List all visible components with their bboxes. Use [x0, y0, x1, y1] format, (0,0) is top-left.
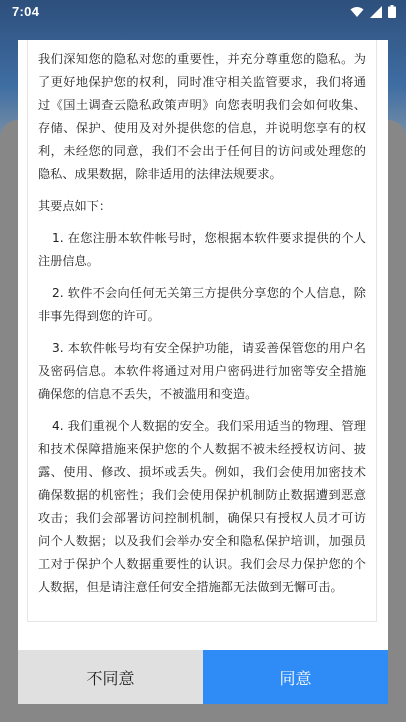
- point-item: 3. 本软件帐号均有安全保护功能，请妥善保管您的用户名及密码信息。本软件将通过对用户密码进行加密等安全措施确保您的信息不丢失，不被滥用和变造。: [38, 341, 366, 401]
- key-points-heading: 其要点如下：: [38, 199, 112, 213]
- signal-icon: [370, 6, 382, 18]
- intro-paragraph: 我们深知您的隐私对您的重要性，并充分尊重您的隐私。为了更好地保护您的权利，同时准守相关监管要求，我们将通过《国土调查云隐私政策声明》向您表明我们会如何收集、存储、保护、使用及对外提供您的信息，并说明您享有的权利，未经您的同意，我们不会出于任何目的访问或处理您的隐私、成果数据，除非适用的法律法规要求。: [38, 52, 366, 181]
- point-item: 1. 在您注册本软件帐号时，您根据本软件要求提供的个人注册信息。: [38, 231, 366, 268]
- disagree-button[interactable]: 不同意: [18, 650, 203, 704]
- point-item: 4. 我们重视个人数据的安全。我们采用适当的物理、管理和技术保障措施来保护您的个人数据不被未经授权访问、披露、使用、修改、损坏或丢失。例如，我们会使用加密技术确保数据的机密性；我们会使用保护机制防止数据遭到恶意攻击；我们会部署访问控制机制，确保只有授权人员才可访问个人数据；以及我们会举办安全和隐私保护培训，加强员工对于保护个人数据重要性的认识。我们会尽力保护您的个人数据，但是请注意任何安全措施都无法做到无懈可击。: [38, 419, 366, 594]
- status-time: 7:04: [12, 4, 40, 19]
- wifi-icon: [350, 6, 364, 18]
- agree-button[interactable]: 同意: [203, 650, 388, 704]
- point-item: 2. 软件不会向任何无关第三方提供分享您的个人信息，除非事先得到您的许可。: [38, 286, 366, 323]
- dialog-buttons: [18, 650, 388, 704]
- privacy-dialog: [18, 40, 388, 704]
- status-icons: [350, 5, 396, 18]
- battery-icon: [388, 5, 396, 18]
- privacy-content[interactable]: [27, 40, 377, 622]
- status-bar: [0, 0, 406, 24]
